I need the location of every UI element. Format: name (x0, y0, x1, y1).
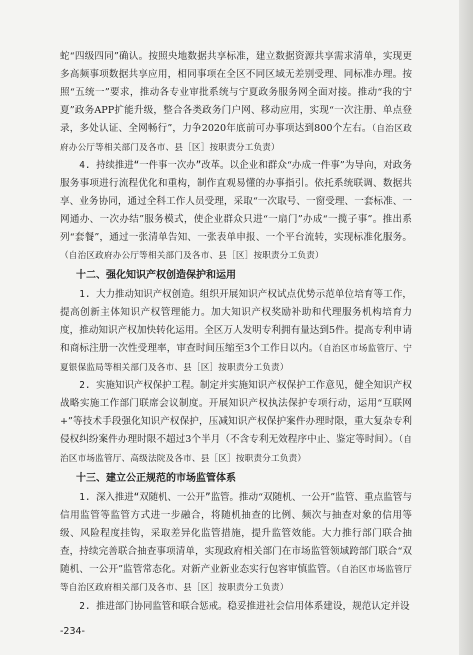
paragraph-text: 以企业和群众“办成一件事”为导向，对政务服务事项进行流程优化和重构，制作直观易懂的办事指引。依托系统联调、数据共享、业务协同，通过全科工作人员受理，采取“一次取号、一窗受理、一套标准、一网通办、一次办结”服务模式，使企业群众只进“一扇门”办成“一揽子事”。推出系列“套餐”，通过一张清单告知、一张表单申报、一个平台流转，实现标准化服务。 (60, 160, 412, 244)
paragraph-text: 推动“双随机、一公开”监管、重点监管与信用监管等监管方式进一步融合，将随机抽查的比例、频次与抽查对象的信用等级、风险程度挂钩，采取差异化监管措施，提升监管效能。大力推行部门联合抽查，持续完善联合抽查事项清单，实现政府相关部门在市场监管领域跨部门联合“双随机、一公开”监管常态化。对新产业新业态实行包容审慎监管。 (60, 491, 412, 575)
paragraph-lead: 4. 持续推进“一件事一次办”改革。 (79, 160, 230, 172)
paragraph-text: 蛇“四级四同”确认。按照央地数据共享标准，建立数据资源共享需求清单，实现更多高频事项数据共享应用，相同事项在全区不同区域无差别受理、同标准办理。按照“五统一”要求，推动各专业审批系统与宁夏政务服务网全面对接。推动“我的宁夏”政务APP扩能升级，整合各类政务门户网、移动应用，实现“一次注册、单点登录，多处认证、全网畅行”，力争2020年底前可办事项达到800个左右。 (60, 51, 412, 134)
page-edge-shadow (459, 0, 473, 655)
paragraph-lead: 2. 推进部门协同监管和联合惩戒。 (79, 601, 228, 613)
page-number: -234- (60, 626, 85, 637)
responsibility-note: （自治区市场监管厅等自治区政府相关部门及各市、县［区］按职责分工负责） (60, 564, 412, 594)
section-heading: 十二、强化知识产权创造保护和运用 (76, 269, 236, 281)
paragraph (60, 286, 412, 378)
responsibility-note: （自治区政府办公厅等相关部门及各市、县［区］按职责分工负责） (60, 250, 324, 261)
paragraph (60, 598, 412, 616)
paragraph-lead: 1. 大力推动知识产权创造。 (79, 288, 200, 300)
paragraph (60, 377, 412, 469)
paragraph (60, 157, 412, 265)
paragraph-lead: 1. 深入推进“双随机、一公开”监管。 (79, 491, 239, 503)
section-heading: 十三、建立公正规范的市场监管体系 (76, 472, 236, 484)
paragraph-text: 稳妥推进社会信用体系建设，规范认定并设 (227, 601, 410, 613)
paragraph-text: 制定并实施知识产权保护工作意见，健全知识产权战略实施工作部门联席会议制度。开展知识产权执法保护专项行动，运用“互联网+”等技术手段强化知识产权保护，压减知识产权保护案件办理时限，重大复杂专利侵权纠纷案件办理时限不超过3个半月（不含专利无效程序中止、鉴定等时间）。 (60, 380, 413, 446)
paragraph (60, 48, 412, 157)
document-body (60, 48, 412, 616)
responsibility-note: （自治区政府办公厅等相关部门及各市、县［区］按职责分工负责） (60, 123, 412, 153)
paragraph-text: 组织开展知识产权试点优势示范单位培育等工作，提高创新主体知识产权管理能力。加大知识产权奖励补助和代理服务机构培育力度，推动知识产权加快转化运用。全区万人发明专利拥有量达到5件。提高专利申请和商标注册一次性受理率，审查时间压缩至3个工作日以内。 (60, 288, 413, 354)
responsibility-note: （自治区市场监管厅、高级法院及各市、县［区］按职责分工负责） (60, 435, 412, 465)
responsibility-note: （自治区市场监管厅、宁夏银保监局等相关部门及各市、县［区］按职责分工负责） (60, 343, 413, 373)
paragraph-lead: 2. 实施知识产权保护工程。 (79, 380, 200, 392)
paragraph (60, 489, 412, 598)
